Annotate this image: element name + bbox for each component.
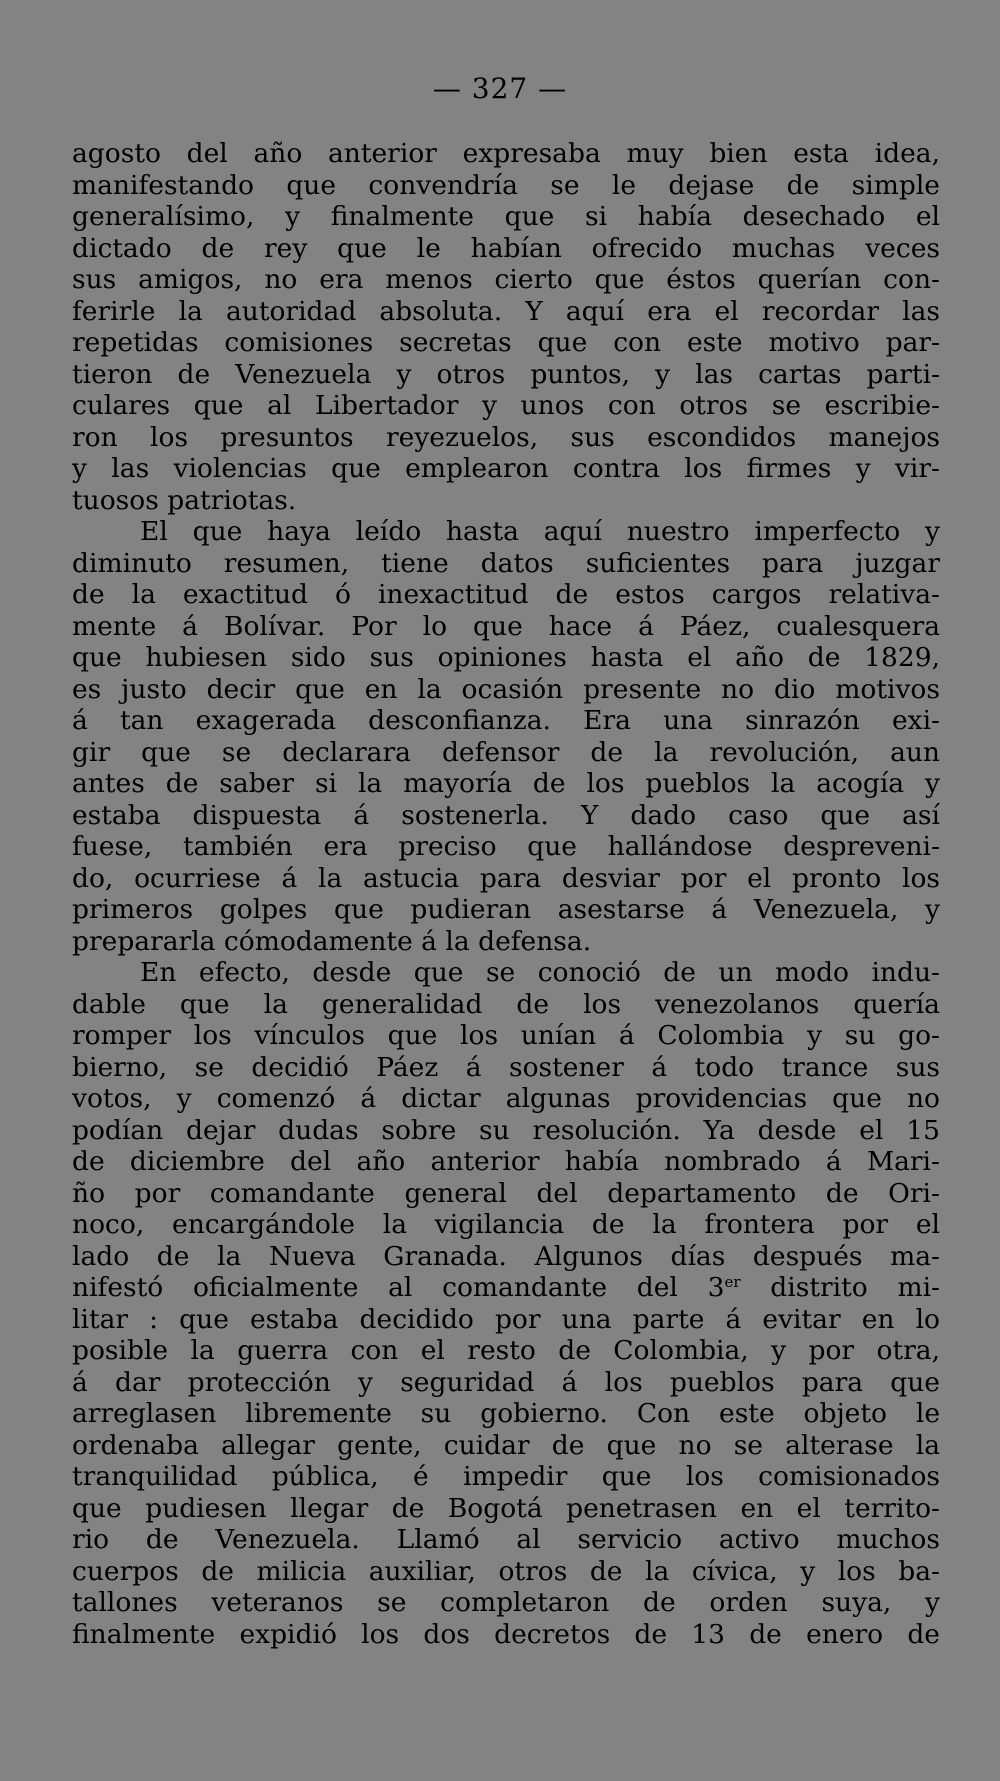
ordinal-superscript: er [724, 1273, 741, 1291]
text-line: cuerpos de milicia auxiliar, otros de la cívica, y los ba- [72, 1555, 940, 1587]
text-line: culares que al Libertador y unos con otros se escribie- [72, 390, 940, 421]
text-line: ferirle la autoridad absoluta. Y aquí era el recordar las [72, 295, 940, 327]
text-line: tieron de Venezuela y otros puntos, y las cartas parti- [72, 358, 940, 390]
text-line: manifestando que convendría se le dejase de simple [72, 169, 940, 201]
text-line: dable que la generalidad de los venezolanos quería [72, 988, 940, 1020]
text-line: ron los presuntos reyezuelos, sus escondidos manejos [72, 421, 940, 453]
text-line: tuosos patriotas. [72, 484, 297, 516]
text-line: prepararla cómodamente á la defensa. [72, 925, 592, 957]
text-line: El que haya leído hasta aquí nuestro imperfecto y [140, 516, 940, 547]
text-line: de diciembre del año anterior había nombrado á Mari- [72, 1146, 940, 1177]
text-line: mente á Bolívar. Por lo que hace á Páez, cualesquera [72, 610, 940, 642]
text-line: posible la guerra con el resto de Colombia, y por otra, [72, 1335, 940, 1366]
page-header [0, 72, 1000, 105]
text-line: En efecto, desde que se conoció de un modo indu- [140, 957, 940, 988]
text-line: á tan exagerada desconfianza. Era una sinrazón exi- [72, 705, 940, 736]
line-text-before: nifestó oficialmente al comandante del [72, 1272, 708, 1303]
paragraph-3 [72, 957, 940, 1650]
line-text-after: distrito mi- [740, 1272, 940, 1303]
text-line: podían dejar dudas sobre su resolución. Ya desde el 15 [72, 1114, 940, 1146]
text-line: lado de la Nueva Granada. Algunos días después ma- [72, 1240, 940, 1272]
text-line: dictado de rey que le habían ofrecido muchas veces [72, 232, 940, 264]
text-line: ño por comandante general del departamento de Ori- [72, 1177, 940, 1209]
text-line: rio de Venezuela. Llamó al servicio activo muchos [72, 1524, 940, 1555]
text-line: de la exactitud ó inexactitud de estos cargos relativa- [72, 579, 940, 610]
text-line: tallones veteranos se completaron de orden suya, y [72, 1587, 940, 1618]
text-line: romper los vínculos que los unían á Colombia y su go- [72, 1020, 940, 1051]
text-line: es justo decir que en la ocasión presente no dio motivos [72, 673, 940, 705]
text-line: que pudiesen llegar de Bogotá penetrasen en el territo- [72, 1492, 940, 1524]
text-line: generalísimo, y finalmente que si había desechado el [72, 201, 940, 232]
text-line: estaba dispuesta á sostenerla. Y dado caso que así [72, 799, 940, 831]
paragraph-2 [72, 516, 940, 957]
text-line: ordenaba allegar gente, cuidar de que no se alterase la [72, 1429, 940, 1461]
text-line: á dar protección y seguridad á los pueblos para que [72, 1366, 940, 1398]
text-line: do, ocurriese á la astucia para desviar por el pronto los [72, 862, 940, 894]
text-line: que hubiesen sido sus opiniones hasta el año de 1829, [72, 642, 940, 673]
text-line: diminuto resumen, tiene datos suficientes para juzgar [72, 547, 940, 579]
text-line: antes de saber si la mayoría de los pueblos la acogía y [72, 768, 940, 799]
text-line: sus amigos, no era menos cierto que éstos querían con- [72, 264, 940, 295]
text-line: repetidas comisiones secretas que con este motivo par- [72, 327, 940, 358]
text-line: arreglasen libremente su gobierno. Con este objeto le [72, 1398, 940, 1429]
text-line: fuese, también era preciso que hallándose despreveni- [72, 831, 940, 862]
text-line: finalmente expidió los dos decretos de 13 de enero de [72, 1618, 940, 1650]
text-line: litar : que estaba decidido por una parte á evitar en lo [72, 1303, 940, 1335]
text-line: bierno, se decidió Páez á sostener á todo trance sus [72, 1051, 940, 1083]
page-number: — 327 — [432, 72, 568, 105]
text-line: noco, encargándole la vigilancia de la frontera por el [72, 1209, 940, 1240]
text-line: votos, y comenzó á dictar algunas providencias que no [72, 1083, 940, 1114]
ordinal-number: 3 [707, 1272, 725, 1303]
text-line: y las violencias que emplearon contra los firmes y vir- [72, 453, 940, 484]
text-line-with-ordinal [72, 1272, 940, 1304]
text-line: gir que se declarara defensor de la revolución, aun [72, 736, 940, 768]
body-text [72, 138, 940, 1650]
text-line: agosto del año anterior expresaba muy bien esta idea, [72, 138, 940, 169]
text-line: primeros golpes que pudieran asestarse á Venezuela, y [72, 894, 940, 925]
paragraph-1 [72, 138, 940, 516]
text-line: tranquilidad pública, é impedir que los comisionados [72, 1461, 940, 1492]
